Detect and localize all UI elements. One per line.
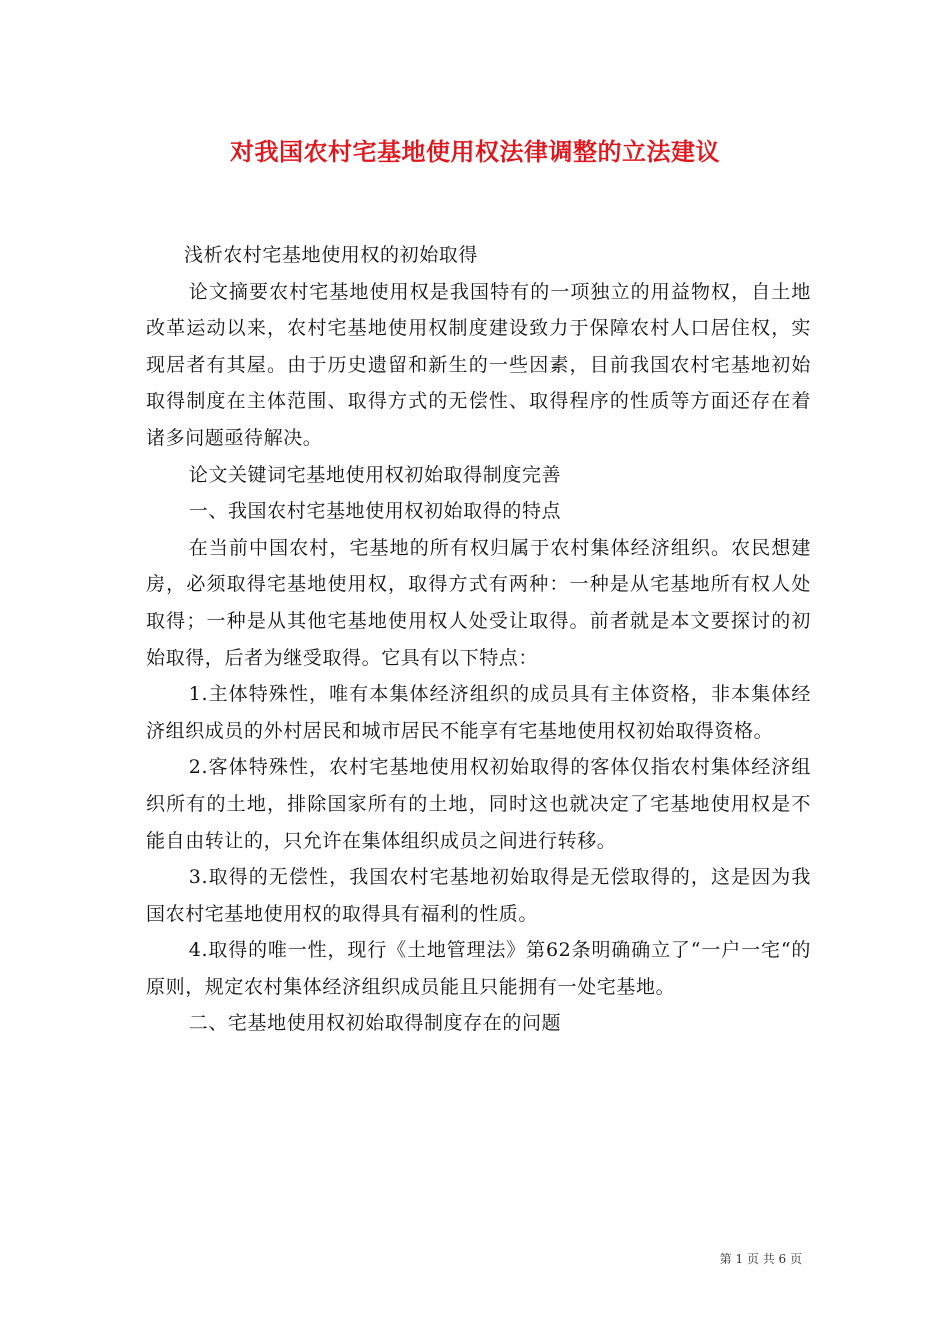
paragraph-keywords: 论文关键词宅基地使用权初始取得制度完善 (188, 463, 562, 486)
paragraph-abstract: 论文摘要农村宅基地使用权是我国特有的一项独立的用益物权，自土地改革运动以来，农村宅基地使用权制度建设致力于保障农村人口居住权，实现居者有其屋。由于历史遗留和新生的一些因素，目前我国农村宅基地初始取得制度在主体范围、取得方式的无偿性、取得程序的性质等方面还存在着诸多问题亟待解决。 (146, 280, 811, 449)
page-number: 第 1 页 共 6 页 (719, 1252, 802, 1266)
section-heading-1: 一、我国农村宅基地使用权初始取得的特点 (188, 500, 562, 523)
paragraph-body: 在当前中国农村，宅基地的所有权归属于农村集体经济组织。农民想建房，必须取得宅基地使用权，取得方式有两种：一种是从宅基地所有权人处取得；一种是从其他宅基地使用权人处受让取得。前者就是本文要探讨的初始取得，后者为继受取得。它具有以下特点： (146, 536, 811, 669)
list-item-2: 2.客体特殊性，农村宅基地使用权初始取得的客体仅指农村集体经济组织所有的土地，排除国家所有的土地，同时这也就决定了宅基地使用权是不能自由转让的，只允许在集体组织成员之间进行转移。 (146, 756, 811, 852)
list-item-3: 3.取得的无偿性，我国农村宅基地初始取得是无偿取得的，这是因为我国农村宅基地使用权的取得具有福利的性质。 (146, 866, 811, 925)
document-body (146, 237, 811, 1042)
paragraph-subtitle: 浅析农村宅基地使用权的初始取得 (184, 244, 479, 266)
list-item-1: 1.主体特殊性，唯有本集体经济组织的成员具有主体资格，非本集体经济组织成员的外村居民和城市居民不能享有宅基地使用权初始取得资格。 (146, 683, 811, 742)
list-item-4: 4.取得的唯一性，现行《土地管理法》第62条明确确立了“一户一宅“的原则，规定农村集体经济组织成员能且只能拥有一处宅基地。 (146, 939, 811, 998)
section-heading-2: 二、宅基地使用权初始取得制度存在的问题 (188, 1012, 562, 1035)
document-title: 对我国农村宅基地使用权法律调整的立法建议 (230, 137, 720, 166)
